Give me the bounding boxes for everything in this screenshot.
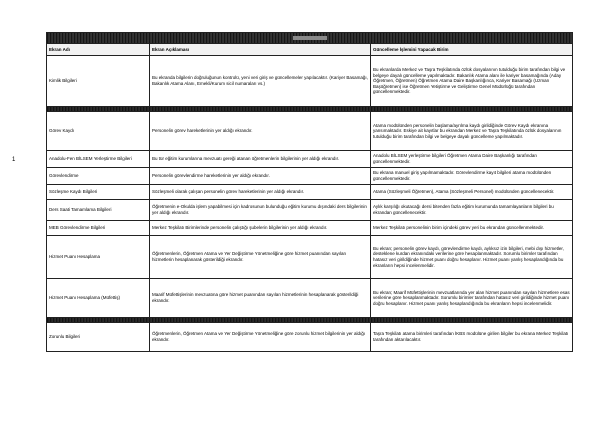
cell-screen-description: Merkez Teşkilatı Birimlerinde personelin çalıştığı şubelerin bilgilerinin yer aldığı ekrandır. — [150, 221, 371, 236]
cell-screen-description: Personelin görevlendirme hareketlerinin yer aldığı ekrandır. — [150, 168, 371, 185]
cell-update-unit: Bu ekran; Maarif Müfettişlerinin mevzuatlarında yer alan hizmet puanından sayılan hizmetlere esas verilerine göre hesaplanmaktadır. Sorumlu birimler tarafından hatasız veri girildiğinde hizmet puanı doğru hesaplanır. Hizmet puanı yanlış hesaplandığında bu ekranların hepsi incelenmelidir. — [371, 279, 573, 318]
cell-update-unit: Merkez Teşkilatı personelinin birim içindeki görev yeri bu ekrandan güncellenmektedir. — [371, 221, 573, 236]
table-row — [47, 185, 573, 200]
cell-screen-description: Öğretmenlerin, Öğretmen Atama ve Yer Değiştirme Yönetmeliğine göre hizmet puanından sayılan hizmetlerin hesaplanarak gösterildiği ekrandır. — [150, 236, 371, 279]
table-row — [47, 168, 573, 185]
cell-update-unit: Atama (Sözleşmeli Öğretmen), Atama (Sözleşmeli Personel) modülünden güncellenecektir. — [371, 185, 573, 200]
header-update-unit: Güncelleme İşlemini Yapacak Birim — [371, 44, 573, 56]
cell-screen-name: MEB Görevlendirme Bilgileri — [47, 221, 150, 236]
cell-screen-name: Hizmet Puanı Hesaplama — [47, 236, 150, 279]
cell-screen-name: Hizmet Puanı Hesaplama (Müfettiş) — [47, 279, 150, 318]
cell-screen-name: Anadolu-Fen BİLSEM Yerleştirme Bilgileri — [47, 151, 150, 168]
cell-screen-description: Bu tür eğitim kurumlarına mevzuatı gereği atanan öğretmenlerin bilgilerinin yer aldığı ekrandır. — [150, 151, 371, 168]
header-screen-name: Ekran Adı — [47, 44, 150, 56]
cell-screen-name: Ders Saati Tamamlama Bilgileri — [47, 200, 150, 221]
table-row — [47, 112, 573, 151]
table-row — [47, 323, 573, 352]
table-header-row — [47, 44, 573, 56]
cell-screen-name: Görevlendirme — [47, 168, 150, 185]
screen-update-table — [46, 32, 573, 352]
cell-screen-description: Personelin görev hareketlerinin yer aldığı ekrandır. — [150, 112, 371, 151]
cell-update-unit: Aylık karşılığı okutacağı dersi bitenden fazla eğitim kurumunda tamamlayanların bilgileri bu ekrandan güncellenecektir. — [371, 200, 573, 221]
cell-screen-description: Sözleşmeli olarak çalışan personelin görev hareketlerinin yer aldığı ekrandır. — [150, 185, 371, 200]
page-marker: 1 — [12, 157, 16, 163]
cell-screen-name: Kimlik Bilgileri — [47, 56, 150, 107]
cell-update-unit: Taşra Teşkilatı atama birimleri tarafından İKBS modülüne girilen bilgiler bu ekrana Merkez Teşkilatı tarafından aktarılacaktır. — [371, 323, 573, 352]
cell-screen-name: Sözleşme Kaydı Bilgileri — [47, 185, 150, 200]
table-row — [47, 151, 573, 168]
table-row — [47, 279, 573, 318]
cell-screen-name: Zorunlu Bilgileri — [47, 323, 150, 352]
table-title-bar — [47, 33, 573, 44]
table-row — [47, 200, 573, 221]
header-screen-description: Ekran Açıklaması — [150, 44, 371, 56]
table-row — [47, 56, 573, 107]
cell-update-unit: Bu ekrana manuel giriş yapılmamaktadır. Görevlendirme kayıt bilgileri atama modülünden güncellenmektedir. — [371, 168, 573, 185]
cell-screen-description: Öğretmenlerin, Öğretmen Atama ve Yer Değiştirme Yönetmeliğine göre zorunlu hizmet bilgilerinin yer aldığı ekrandır. — [150, 323, 371, 352]
cell-screen-description: Bu ekranda bilgilerin doğruluğunun kontrolü, yeni veri giriş ve güncellemeler yapılacaktır. (Kariyer Basamağı, Bakanlık Atama Alanı, Emekli/Kurum sicil numaraları vs.) — [150, 56, 371, 107]
title-placeholder — [293, 36, 327, 40]
table-row — [47, 221, 573, 236]
cell-screen-description: Öğretmenin e-Okulda işlem yapabilmesi için kadrosunun bulunduğu eğitim kurumu dışındaki ders bilgilerinin yer aldığı ekrandır. — [150, 200, 371, 221]
cell-update-unit: Atama modülünden personelin başlama/ayrılma kaydı girildiğinde Görev Kaydı ekranına yansımaktadır. Eskiye ait kayıtlar bu ekrandan Merkez ve Taşra Teşkilatında özlük dosyalarının tutulduğu birim tarafından bilgi ve belgeye dayalı güncelleme yapılmaktadır. — [371, 112, 573, 151]
cell-screen-name: Görev Kaydı — [47, 112, 150, 151]
cell-screen-description: Maarif Müfettişlerinin mevzuatına göre hizmet puanından sayılan hizmetlerinin hesaplanarak gösterildiği ekrandır. — [150, 279, 371, 318]
cell-update-unit: Anadolu BİLSEM yerleştirme bilgileri Öğretmen Atama Daire Başkanlığı tarafından güncellenmektedir. — [371, 151, 573, 168]
cell-update-unit: Bu ekranlarda Merkez ve Taşra Teşkilatında özlük dosyalarının tutulduğu birim tarafından bilgi ve belgeye dayalı güncelleme yapılmaktadır. Bakanlık Atama alanı ile kariyer basamağında (Aday Öğretmen, Öğretmen) Öğretmen Atama Daire Başkanlığınca, Kariyer Basamağı (Uzman Başöğretmen) ise Öğretmen Yetiştirme ve Geliştirme Genel Müdürlüğü tarafından güncellenmektedir. — [371, 56, 573, 107]
cell-update-unit: Bu ekran; personelin görev kaydı, görevlendirme kaydı, aylıksız izin bilgileri, mebi dışı hizmetler, desteklene kurdan ekranındaki verilerine göre hesaplanmaktadır. Sorumlu birimler tarafından hatasız veri girildiğinde hizmet puanı doğru hesaplanır. Hizmet puanı yanlış hesaplandığında bu ekranların hepsi incelenmelidir. — [371, 236, 573, 279]
table-row — [47, 236, 573, 279]
